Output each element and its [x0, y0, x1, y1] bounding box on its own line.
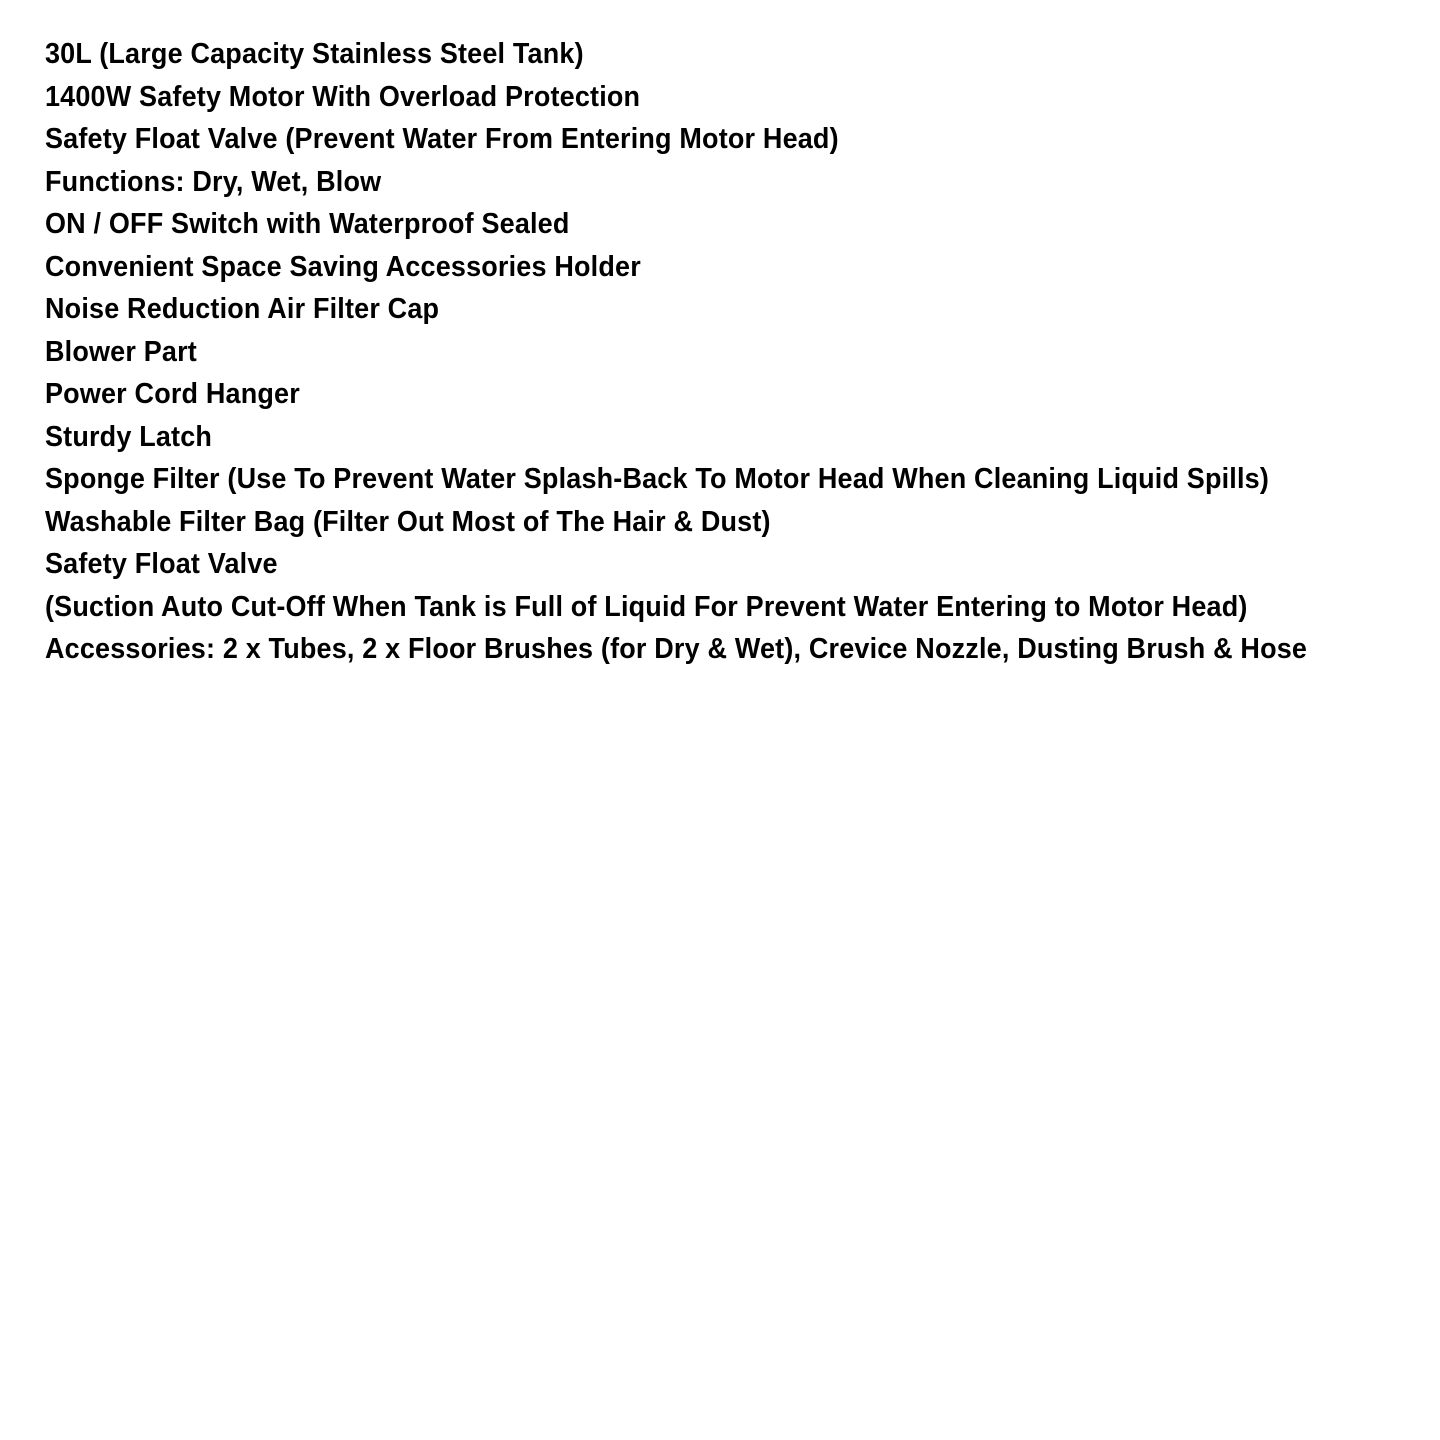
feature-tank-capacity: 30L (Large Capacity Stainless Steel Tank) — [45, 38, 584, 70]
feature-blower-part: Blower Part — [45, 335, 197, 368]
feature-suction-cut-off: (Suction Auto Cut-Off When Tank is Full of Liquid For Prevent Water Entering to Motor Head) — [45, 590, 1248, 623]
feature-cord-hanger: Power Cord Hanger — [45, 378, 300, 410]
feature-switch: ON / OFF Switch with Waterproof Sealed — [45, 208, 570, 240]
feature-list — [45, 33, 1402, 671]
feature-air-filter-cap: Noise Reduction Air Filter Cap — [45, 293, 440, 325]
feature-safety-float-valve: Safety Float Valve — [45, 548, 278, 580]
feature-float-valve: Safety Float Valve (Prevent Water From Entering Motor Head) — [45, 123, 839, 155]
feature-filter-bag: Washable Filter Bag (Filter Out Most of The Hair & Dust) — [45, 505, 771, 538]
feature-sponge-filter: Sponge Filter (Use To Prevent Water Splash-Back To Motor Head When Cleaning Liquid Spills) — [45, 463, 1270, 495]
feature-latch: Sturdy Latch — [45, 420, 213, 453]
feature-accessories-holder: Convenient Space Saving Accessories Holder — [45, 250, 641, 283]
feature-accessories: Accessories: 2 x Tubes, 2 x Floor Brushes (for Dry & Wet), Crevice Nozzle, Dusting Brush & Hose — [45, 633, 1308, 665]
feature-functions: Functions: Dry, Wet, Blow — [45, 165, 382, 198]
feature-motor: 1400W Safety Motor With Overload Protection — [45, 80, 641, 113]
